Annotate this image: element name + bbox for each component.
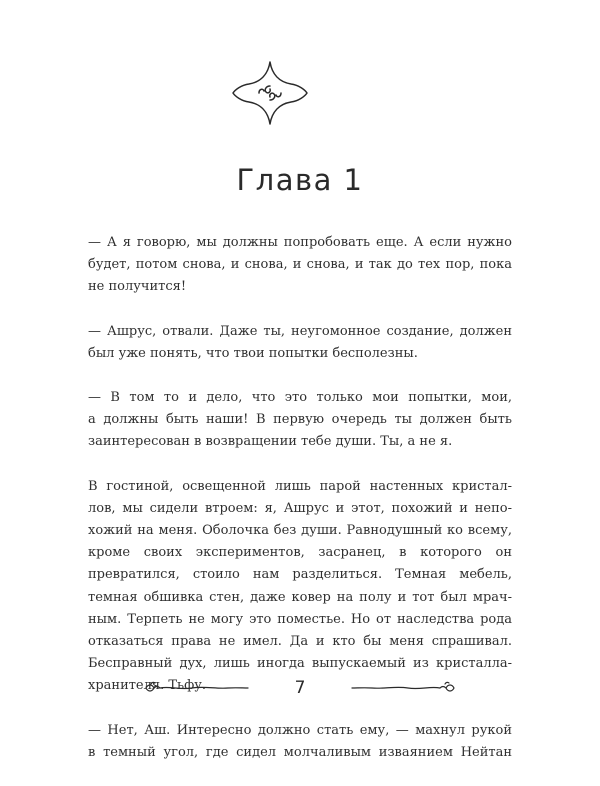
vine-flourish-right-icon [350,680,458,696]
text-line: лов, мы сидели втроем: я, Ашрус и этот, похожий и непо- [88,500,512,516]
paragraph [88,476,512,698]
text-line: заинтересован в возвращении тебе души. Ты, а не я. [88,434,453,450]
text-line: ным. Терпеть не могу это поместье. Но от наследства рода [88,611,512,627]
page-footer [0,676,600,700]
page-number: 7 [294,678,306,698]
text-line: хранителя. Тьфу. [88,678,207,694]
paragraph [88,321,512,365]
text-line: не получится! [88,279,187,295]
text-line: — А я говорю, мы должны попробовать еще. А если нужно [88,235,512,250]
text-line: — Ашрус, отвали. Даже ты, неугомонное создание, должен [88,323,512,339]
text-line: а должны быть наши! В первую очередь ты должен быть [88,412,512,428]
paragraph [88,232,512,299]
text-line: В гостиной, освещенной лишь парой настенных кристал- [88,478,512,494]
text-line: в темный угол, где сидел молчаливым изваянием Нейтан [88,744,512,760]
text-line: отказаться права не имел. Да и кто бы меня спрашивал. [88,634,512,650]
text-line: превратился, стоило нам разделиться. Темная мебель, [88,567,512,583]
text-line: кроме своих экспериментов, засранец, в которого он [88,545,512,561]
text-line: темная обшивка стен, даже ковер на полу и тот был мрач- [88,589,512,605]
chapter-body [88,232,512,786]
text-line: будет, потом снова, и снова, и снова, и так до тех пор, пока [88,257,512,273]
text-line: хожий на меня. Оболочка без души. Равнодушный ко всему, [88,523,512,539]
vine-flourish-left-icon [142,680,250,696]
text-line: — В том то и дело, что это только мои попытки, мои, [88,390,512,406]
paragraph [88,387,512,454]
paragraph [88,720,512,764]
text-line: — Нет, Аш. Интересно должно стать ему, — махнул рукой [88,722,512,738]
text-line: был уже понять, что твои попытки бесполезны. [88,345,418,361]
text-line: Бесправный дух, лишь иногда выпускаемый из кристалла- [88,656,512,672]
chapter-title: Глава 1 [236,163,364,197]
chapter-ornament-icon [229,58,311,128]
